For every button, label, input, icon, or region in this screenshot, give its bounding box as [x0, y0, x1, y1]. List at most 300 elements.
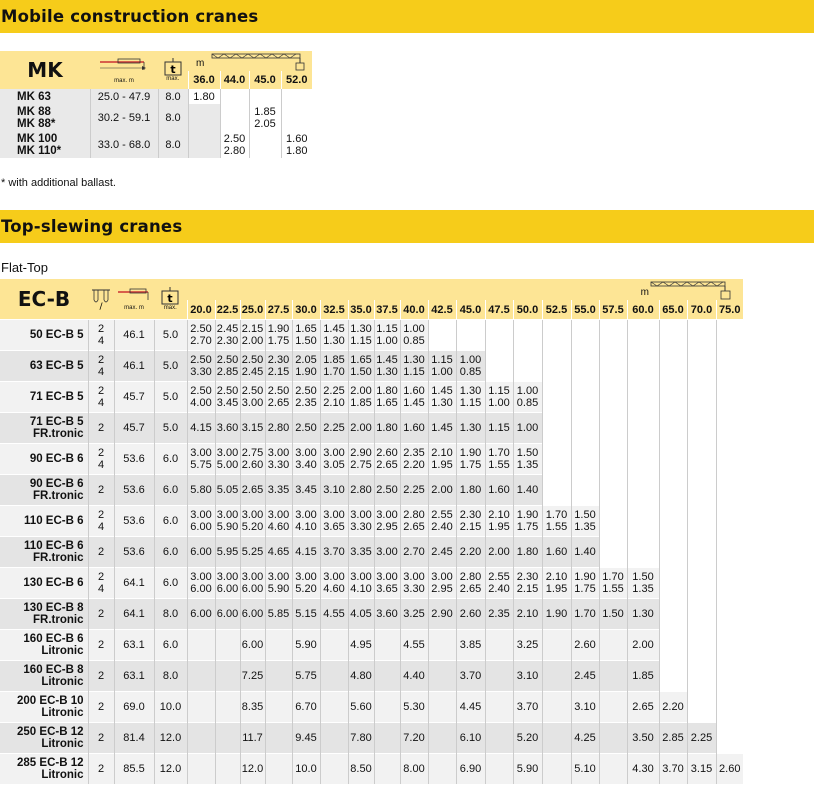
- load-value: [659, 444, 687, 475]
- radius-header-cell: 20.0: [187, 300, 215, 320]
- radius-header-cell: 47.5: [485, 300, 513, 320]
- load-value: 8.35: [240, 692, 265, 723]
- load-value: [716, 568, 743, 599]
- load-value: 2.65: [627, 692, 659, 723]
- load-value: [187, 723, 215, 754]
- capacity-value: 6.0: [154, 444, 187, 475]
- capacity-value: 8.0: [154, 599, 187, 630]
- load-value: 3.00 6.00: [240, 568, 265, 599]
- load-value: 2.55 2.40: [485, 568, 513, 599]
- load-value: 4.15: [292, 537, 320, 568]
- reach-value: 46.1: [114, 320, 154, 351]
- model-name: 63 EC-B 5: [0, 351, 88, 382]
- load-value: 9.45: [292, 723, 320, 754]
- load-value: 3.00 4.10: [292, 506, 320, 537]
- load-value: 2.75 2.60: [240, 444, 265, 475]
- load-value: 4.80: [348, 661, 374, 692]
- load-value: 2.05 1.90: [292, 351, 320, 382]
- load-value: [659, 568, 687, 599]
- load-value: 1.80: [188, 89, 220, 104]
- radius-header-cell: 52.0: [281, 71, 312, 89]
- load-value: [281, 89, 312, 104]
- load-value: [687, 599, 716, 630]
- load-value: [265, 661, 292, 692]
- table-row: [0, 382, 743, 413]
- subheading: Flat-Top: [1, 260, 48, 275]
- load-value: 5.95: [215, 537, 240, 568]
- load-value: 3.00 4.10: [348, 568, 374, 599]
- load-value: [571, 444, 599, 475]
- load-value: [320, 692, 348, 723]
- load-value: [716, 413, 743, 444]
- load-value: 6.00: [215, 599, 240, 630]
- reeving-value: 2: [88, 537, 114, 568]
- load-value: [542, 630, 571, 661]
- load-value: [687, 630, 716, 661]
- load-value: [215, 692, 240, 723]
- load-value: 3.60: [215, 413, 240, 444]
- load-value: [599, 506, 627, 537]
- load-value: 3.00 3.30: [400, 568, 428, 599]
- load-value: 2.25: [320, 413, 348, 444]
- load-value: [716, 630, 743, 661]
- load-value: [215, 630, 240, 661]
- svg-text:t: t: [170, 63, 176, 76]
- load-value: 11.7: [240, 723, 265, 754]
- load-value: [627, 413, 659, 444]
- load-value: 6.90: [456, 754, 485, 785]
- load-value: 2.35: [485, 599, 513, 630]
- load-value: [485, 754, 513, 785]
- load-value: 3.00 3.30: [265, 444, 292, 475]
- load-value: [320, 661, 348, 692]
- reach-value: 85.5: [114, 754, 154, 785]
- load-value: 3.25: [513, 630, 542, 661]
- load-value: [599, 537, 627, 568]
- load-value: [716, 475, 743, 506]
- load-value: 5.05: [215, 475, 240, 506]
- load-value: 1.90 1.75: [571, 568, 599, 599]
- table-row: [0, 754, 743, 785]
- load-value: 3.00 2.95: [428, 568, 456, 599]
- model-name: 110 EC-B 6 FR.tronic: [0, 537, 88, 568]
- load-value: 4.05: [348, 599, 374, 630]
- table-row: [0, 568, 743, 599]
- load-value: [659, 506, 687, 537]
- load-value: 2.65: [240, 475, 265, 506]
- load-value: 2.45: [428, 537, 456, 568]
- load-value: [571, 320, 599, 351]
- load-value: 1.50 1.35: [627, 568, 659, 599]
- load-value: 2.25: [687, 723, 716, 754]
- load-value: [188, 131, 220, 158]
- load-value: 2.80 2.65: [456, 568, 485, 599]
- load-value: [659, 661, 687, 692]
- load-value: [187, 692, 215, 723]
- table-row: [0, 475, 743, 506]
- load-value: 1.85: [627, 661, 659, 692]
- capacity-value: 8.0: [154, 661, 187, 692]
- table-row: [0, 692, 743, 723]
- load-value: 4.55: [320, 599, 348, 630]
- load-value: [513, 351, 542, 382]
- load-value: 6.70: [292, 692, 320, 723]
- reach-value: 53.6: [114, 506, 154, 537]
- load-value: 2.50 4.00: [187, 382, 215, 413]
- model-name: 110 EC-B 6: [0, 506, 88, 537]
- load-value: 2.50 2.80: [220, 131, 249, 158]
- reeving-value: 2: [88, 754, 114, 785]
- radius-header-cell: 22.5: [215, 300, 240, 320]
- load-value: 3.00: [374, 537, 400, 568]
- radius-header-cell: 27.5: [265, 300, 292, 320]
- load-value: 2.50 2.70: [187, 320, 215, 351]
- load-value: [659, 599, 687, 630]
- load-value: [599, 723, 627, 754]
- jib-reach-icon: [114, 279, 154, 320]
- load-value: 2.10 1.95: [485, 506, 513, 537]
- load-value: 2.50 2.35: [292, 382, 320, 413]
- load-value: 1.60 1.80: [281, 131, 312, 158]
- radius-header-cell: 42.5: [428, 300, 456, 320]
- load-value: [374, 723, 400, 754]
- load-value: 2.30 2.15: [513, 568, 542, 599]
- load-value: 1.65 1.50: [292, 320, 320, 351]
- load-value: [485, 661, 513, 692]
- load-value: [627, 506, 659, 537]
- reeving-value: 2: [88, 661, 114, 692]
- load-value: 1.85 1.70: [320, 351, 348, 382]
- load-value: 1.40: [571, 537, 599, 568]
- load-value: 5.15: [292, 599, 320, 630]
- reach-value: 25.0 - 47.9: [90, 89, 158, 104]
- load-value: 3.10: [513, 661, 542, 692]
- load-value: 5.80: [187, 475, 215, 506]
- load-value: 3.00 5.90: [215, 506, 240, 537]
- load-value: [374, 692, 400, 723]
- table-row: [0, 104, 312, 131]
- load-value: 2.45: [571, 661, 599, 692]
- radius-header-cell: 75.0: [716, 300, 743, 320]
- reach-value: 64.1: [114, 568, 154, 599]
- load-value: 6.00: [240, 599, 265, 630]
- load-value: 2.80: [265, 413, 292, 444]
- load-value: 2.80 2.65: [400, 506, 428, 537]
- load-value: 7.25: [240, 661, 265, 692]
- load-value: 2.70: [400, 537, 428, 568]
- load-value: [659, 630, 687, 661]
- load-value: [542, 692, 571, 723]
- load-value: [542, 320, 571, 351]
- table-row: [0, 89, 312, 104]
- load-value: 3.85: [456, 630, 485, 661]
- load-value: [716, 537, 743, 568]
- load-value: 2.80: [348, 475, 374, 506]
- load-value: 1.50 1.35: [513, 444, 542, 475]
- load-value: [374, 630, 400, 661]
- load-value: 1.50 1.35: [571, 506, 599, 537]
- load-value: [599, 692, 627, 723]
- load-value: 4.55: [400, 630, 428, 661]
- load-value: 3.60: [374, 599, 400, 630]
- reach-value: 30.2 - 59.1: [90, 104, 158, 131]
- load-value: 5.30: [400, 692, 428, 723]
- footnote: * with additional ballast.: [1, 177, 116, 189]
- load-value: [716, 506, 743, 537]
- load-value: 3.00 6.00: [187, 506, 215, 537]
- load-value: [571, 475, 599, 506]
- load-value: [687, 413, 716, 444]
- load-value: 1.30 1.15: [456, 382, 485, 413]
- model-name: 160 EC-B 6 Litronic: [0, 630, 88, 661]
- load-value: [428, 630, 456, 661]
- load-value: [485, 630, 513, 661]
- load-value: [542, 475, 571, 506]
- load-value: 2.50: [374, 475, 400, 506]
- load-value: [659, 537, 687, 568]
- load-value: 4.25: [571, 723, 599, 754]
- model-name: 90 EC-B 6 FR.tronic: [0, 475, 88, 506]
- load-value: [687, 351, 716, 382]
- load-value: [687, 382, 716, 413]
- model-name: 130 EC-B 6: [0, 568, 88, 599]
- cap-unit: max.: [163, 305, 177, 311]
- cap-unit: max.: [166, 76, 180, 82]
- load-value: [627, 537, 659, 568]
- reeving-value: 2 4: [88, 351, 114, 382]
- load-value: 1.15 1.00: [428, 351, 456, 382]
- load-value: 1.65 1.50: [348, 351, 374, 382]
- reeving-value: 2 4: [88, 506, 114, 537]
- load-value: [687, 568, 716, 599]
- load-value: 3.00 6.00: [215, 568, 240, 599]
- load-value: 1.90 1.75: [265, 320, 292, 351]
- load-value: [220, 104, 249, 131]
- load-value: 1.40: [513, 475, 542, 506]
- capacity-value: 5.0: [154, 320, 187, 351]
- load-value: 4.65: [265, 537, 292, 568]
- load-value: [716, 692, 743, 723]
- radius-header: [187, 279, 743, 300]
- load-value: 1.00: [513, 413, 542, 444]
- load-value: 1.70: [571, 599, 599, 630]
- radius-header-cell: 50.0: [513, 300, 542, 320]
- load-icon: [158, 51, 188, 89]
- load-value: 2.50 3.45: [215, 382, 240, 413]
- load-value: [215, 661, 240, 692]
- radius-header-cell: 30.0: [292, 300, 320, 320]
- load-value: 7.20: [400, 723, 428, 754]
- load-icon: [154, 279, 187, 320]
- load-value: 1.80 1.65: [374, 382, 400, 413]
- load-value: [542, 661, 571, 692]
- load-value: 2.85: [659, 723, 687, 754]
- load-value: 2.30 2.15: [456, 506, 485, 537]
- load-value: 2.50 2.85: [215, 351, 240, 382]
- reach-value: 63.1: [114, 661, 154, 692]
- load-value: 1.60 1.45: [400, 382, 428, 413]
- load-value: [716, 723, 743, 754]
- load-value: [599, 320, 627, 351]
- table-row: [0, 661, 743, 692]
- load-value: [687, 661, 716, 692]
- load-value: [428, 754, 456, 785]
- load-value: 3.15: [240, 413, 265, 444]
- load-value: 12.0: [240, 754, 265, 785]
- load-value: [627, 382, 659, 413]
- load-value: 1.70 1.55: [542, 506, 571, 537]
- load-value: [265, 754, 292, 785]
- load-value: 4.15: [187, 413, 215, 444]
- reach-unit: max. m: [114, 78, 134, 84]
- table-row: [0, 630, 743, 661]
- model-name: MK 63: [17, 90, 51, 103]
- load-value: 1.80: [456, 475, 485, 506]
- capacity-value: 12.0: [154, 754, 187, 785]
- load-value: 4.30: [627, 754, 659, 785]
- load-value: [320, 723, 348, 754]
- reeving-value: 2 4: [88, 320, 114, 351]
- reeving-value: 2: [88, 630, 114, 661]
- load-value: [716, 661, 743, 692]
- load-value: 2.50 3.00: [240, 382, 265, 413]
- load-value: [659, 320, 687, 351]
- load-value: 1.90: [542, 599, 571, 630]
- load-value: 2.25: [400, 475, 428, 506]
- load-value: 3.00 5.20: [240, 506, 265, 537]
- load-value: 3.00 5.20: [292, 568, 320, 599]
- load-value: 3.00 5.00: [215, 444, 240, 475]
- load-value: 2.30 2.15: [265, 351, 292, 382]
- load-value: [187, 754, 215, 785]
- svg-text:/: /: [99, 302, 103, 310]
- load-value: 3.00 3.05: [320, 444, 348, 475]
- load-value: [599, 475, 627, 506]
- load-value: 1.60: [542, 537, 571, 568]
- capacity-value: 6.0: [154, 506, 187, 537]
- load-value: 1.60: [485, 475, 513, 506]
- reach-value: 46.1: [114, 351, 154, 382]
- radius-header-cell: 44.0: [220, 71, 249, 89]
- radius-header-cell: 37.5: [374, 300, 400, 320]
- load-value: 1.80: [374, 413, 400, 444]
- load-value: 1.00 0.85: [400, 320, 428, 351]
- reach-value: 45.7: [114, 382, 154, 413]
- load-value: 3.70: [513, 692, 542, 723]
- load-value: [627, 351, 659, 382]
- load-value: [542, 723, 571, 754]
- load-value: [687, 320, 716, 351]
- table-row: [0, 413, 743, 444]
- load-value: [542, 382, 571, 413]
- load-value: [599, 444, 627, 475]
- load-value: 6.00: [240, 630, 265, 661]
- trolley-jib-icon: [649, 279, 735, 300]
- reach-value: 64.1: [114, 599, 154, 630]
- capacity-value: 12.0: [154, 723, 187, 754]
- load-value: 6.00: [187, 599, 215, 630]
- load-value: 3.35: [265, 475, 292, 506]
- capacity-value: 6.0: [154, 630, 187, 661]
- load-value: 3.70: [659, 754, 687, 785]
- load-value: 8.00: [400, 754, 428, 785]
- load-value: [687, 444, 716, 475]
- capacity-value: 6.0: [154, 568, 187, 599]
- load-value: 2.60: [716, 754, 743, 785]
- reeving-value: 2: [88, 692, 114, 723]
- load-value: 2.50: [292, 413, 320, 444]
- load-value: 1.45 1.30: [428, 382, 456, 413]
- load-value: 7.80: [348, 723, 374, 754]
- load-value: 3.10: [320, 475, 348, 506]
- load-value: 2.10: [513, 599, 542, 630]
- load-value: [187, 630, 215, 661]
- load-value: 3.00 4.60: [265, 506, 292, 537]
- load-value: 2.50 2.45: [240, 351, 265, 382]
- radius-unit: m: [640, 287, 649, 298]
- section-title: Mobile construction cranes: [1, 7, 259, 26]
- load-value: [215, 723, 240, 754]
- load-value: 6.00: [187, 537, 215, 568]
- table-row: [0, 599, 743, 630]
- load-value: 2.55 2.40: [428, 506, 456, 537]
- model-name: 71 EC-B 5: [0, 382, 88, 413]
- radius-header-cell: 65.0: [659, 300, 687, 320]
- load-value: 2.90 2.75: [348, 444, 374, 475]
- radius-header-cell: 45.0: [456, 300, 485, 320]
- load-value: 2.90: [428, 599, 456, 630]
- capacity-value: 6.0: [154, 537, 187, 568]
- capacity-value: 8.0: [158, 131, 188, 158]
- load-value: 3.00 5.90: [265, 568, 292, 599]
- reeving-value: 2 4: [88, 444, 114, 475]
- section-band-top-slewing: [0, 210, 814, 243]
- load-value: 4.95: [348, 630, 374, 661]
- load-value: 1.80: [513, 537, 542, 568]
- load-value: [687, 506, 716, 537]
- load-value: 2.60: [571, 630, 599, 661]
- load-value: [485, 723, 513, 754]
- load-value: 1.15: [485, 413, 513, 444]
- load-value: 5.60: [348, 692, 374, 723]
- load-value: [374, 754, 400, 785]
- load-value: 3.00 3.65: [320, 506, 348, 537]
- load-value: 1.50: [599, 599, 627, 630]
- load-value: [627, 475, 659, 506]
- load-value: [187, 661, 215, 692]
- load-value: [599, 413, 627, 444]
- load-value: 1.85 2.05: [249, 104, 281, 131]
- reach-value: 53.6: [114, 444, 154, 475]
- reach-value: 45.7: [114, 413, 154, 444]
- load-value: 3.00 2.95: [374, 506, 400, 537]
- reach-value: 33.0 - 68.0: [90, 131, 158, 158]
- load-value: 1.15 1.00: [374, 320, 400, 351]
- load-value: [687, 537, 716, 568]
- load-value: 3.00 6.00: [187, 568, 215, 599]
- load-value: 3.00 5.75: [187, 444, 215, 475]
- load-value: 2.50 3.30: [187, 351, 215, 382]
- load-value: [627, 320, 659, 351]
- load-value: [659, 351, 687, 382]
- reach-value: 53.6: [114, 475, 154, 506]
- capacity-value: 5.0: [154, 351, 187, 382]
- load-value: 3.00 4.60: [320, 568, 348, 599]
- load-value: 2.00: [485, 537, 513, 568]
- radius-unit: m: [196, 58, 205, 69]
- load-value: 5.90: [513, 754, 542, 785]
- reeving-value: 2: [88, 723, 114, 754]
